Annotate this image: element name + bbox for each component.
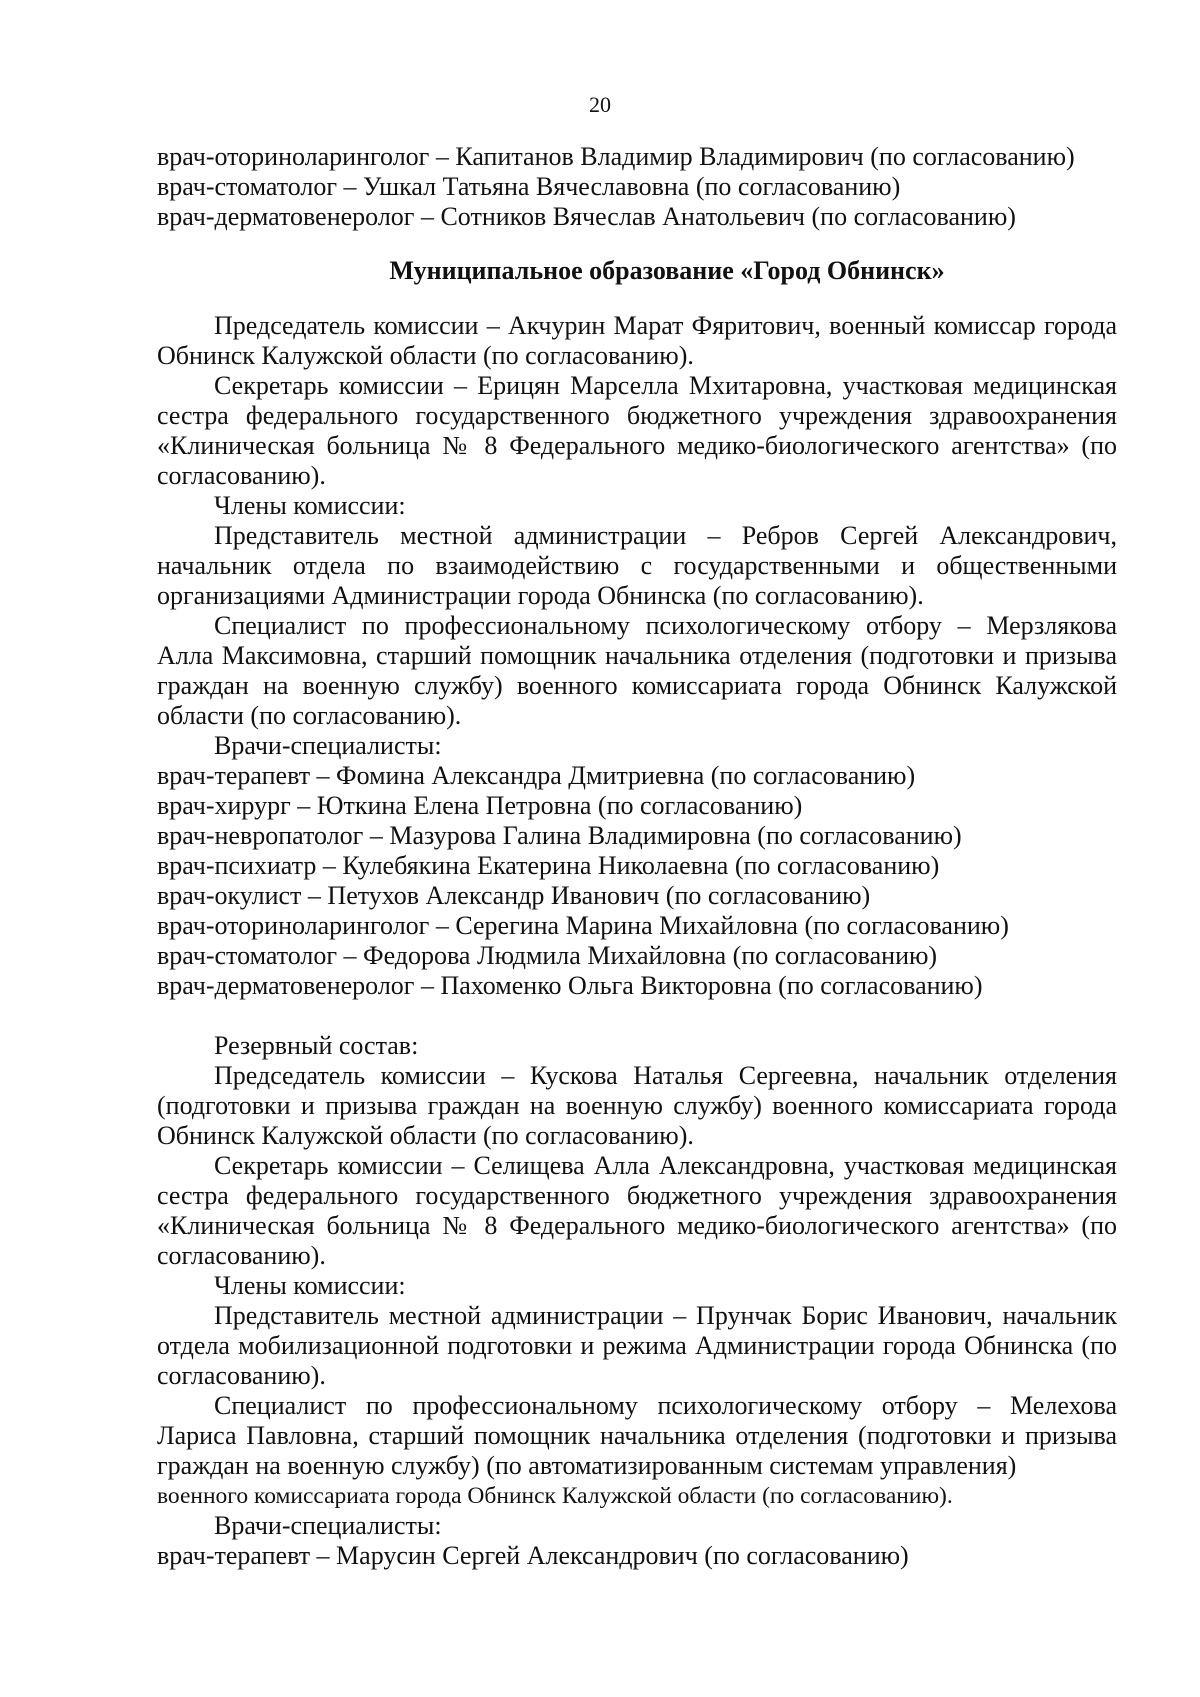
psych-specialist-paragraph: Специалист по профессиональному психологическому отбору – Мерзлякова Алла Максимовна, старший помощник начальника отделения (подготовки и призыва граждан на военную службу) военного комиссариата города Обнинск Калужской области (по согласованию). xyxy=(157,611,1117,730)
specialist-line: врач-стоматолог – Ушкал Татьяна Вячеславовна (по согласованию) xyxy=(157,172,901,201)
reserve-label: Резервный состав: xyxy=(214,1031,419,1060)
specialist-line: врач-дерматовенеролог – Сотников Вячеслав Анатольевич (по согласованию) xyxy=(157,202,1016,231)
reserve-psych-specialist-tail: военного комиссариата города Обнинск Калужской области (по согласованию). xyxy=(157,1483,953,1509)
spacer xyxy=(157,1001,1117,1031)
doctor-line: врач-невропатолог – Мазурова Галина Владимировна (по согласованию) xyxy=(157,821,962,850)
doctor-line: врач-дерматовенеролог – Пахоменко Ольга Викторовна (по согласованию) xyxy=(157,971,983,1000)
reserve-chairman-paragraph: Председатель комиссии – Кускова Наталья Сергеевна, начальник отделения (подготовки и призыва граждан на военную службу) военного комиссариата города Обнинск Калужской области (по согласованию). xyxy=(157,1061,1117,1150)
doctor-line: врач-терапевт – Фомина Александра Дмитриевна (по согласованию) xyxy=(157,761,916,790)
reserve-doctors-label: Врачи-специалисты: xyxy=(214,1511,442,1540)
chairman-paragraph: Председатель комиссии – Акчурин Марат Фяритович, военный комиссар города Обнинск Калужской области (по согласованию). xyxy=(157,311,1117,370)
reserve-psych-specialist-paragraph: Специалист по профессиональному психологическому отбору – Мелехова Лариса Павловна, старший помощник начальника отделения (подготовки и призыва граждан на военную службу) (по автоматизированным системам управления) xyxy=(157,1391,1117,1480)
section-title: Муниципальное образование «Город Обнинск» xyxy=(389,256,945,285)
reserve-members-label: Члены комиссии: xyxy=(214,1271,406,1300)
specialist-line: врач-оториноларинголог – Капитанов Владимир Владимирович (по согласованию) xyxy=(157,142,1075,171)
doctor-line: врач-окулист – Петухов Александр Иванович (по согласованию) xyxy=(157,881,871,910)
members-label: Члены комиссии: xyxy=(214,491,406,520)
doctor-line: врач-хирург – Юткина Елена Петровна (по согласованию) xyxy=(157,791,803,820)
document-body xyxy=(157,142,1117,1571)
reserve-doctor-line: врач-терапевт – Марусин Сергей Александрович (по согласованию) xyxy=(157,1541,909,1570)
reserve-local-admin-paragraph: Представитель местной администрации – Прунчак Борис Иванович, начальник отдела мобилизационной подготовки и режима Администрации города Обнинска (по согласованию). xyxy=(157,1301,1117,1390)
reserve-secretary-paragraph: Секретарь комиссии – Селищева Алла Александровна, участковая медицинская сестра федерального государственного бюджетного учреждения здравоохранения «Клиническая больница № 8 Федерального медико-биологического агентства» (по согласованию). xyxy=(157,1151,1117,1270)
page-number: 20 xyxy=(589,92,611,117)
doctor-line: врач-оториноларинголог – Серегина Марина Михайловна (по согласованию) xyxy=(157,911,1009,940)
secretary-paragraph: Секретарь комиссии – Ерицян Марселла Мхитаровна, участковая медицинская сестра федерального государственного бюджетного учреждения здравоохранения «Клиническая больница № 8 Федерального медико-биологического агентства» (по согласованию). xyxy=(157,371,1117,490)
local-admin-paragraph: Представитель местной администрации – Ребров Сергей Александрович, начальник отдела по взаимодействию с государственными и общественными организациями Администрации города Обнинска (по согласованию). xyxy=(157,521,1117,610)
doctor-line: врач-психиатр – Кулебякина Екатерина Николаевна (по согласованию) xyxy=(157,851,940,880)
doctor-line: врач-стоматолог – Федорова Людмила Михайловна (по согласованию) xyxy=(157,941,938,970)
doctors-label: Врачи-специалисты: xyxy=(214,731,442,760)
